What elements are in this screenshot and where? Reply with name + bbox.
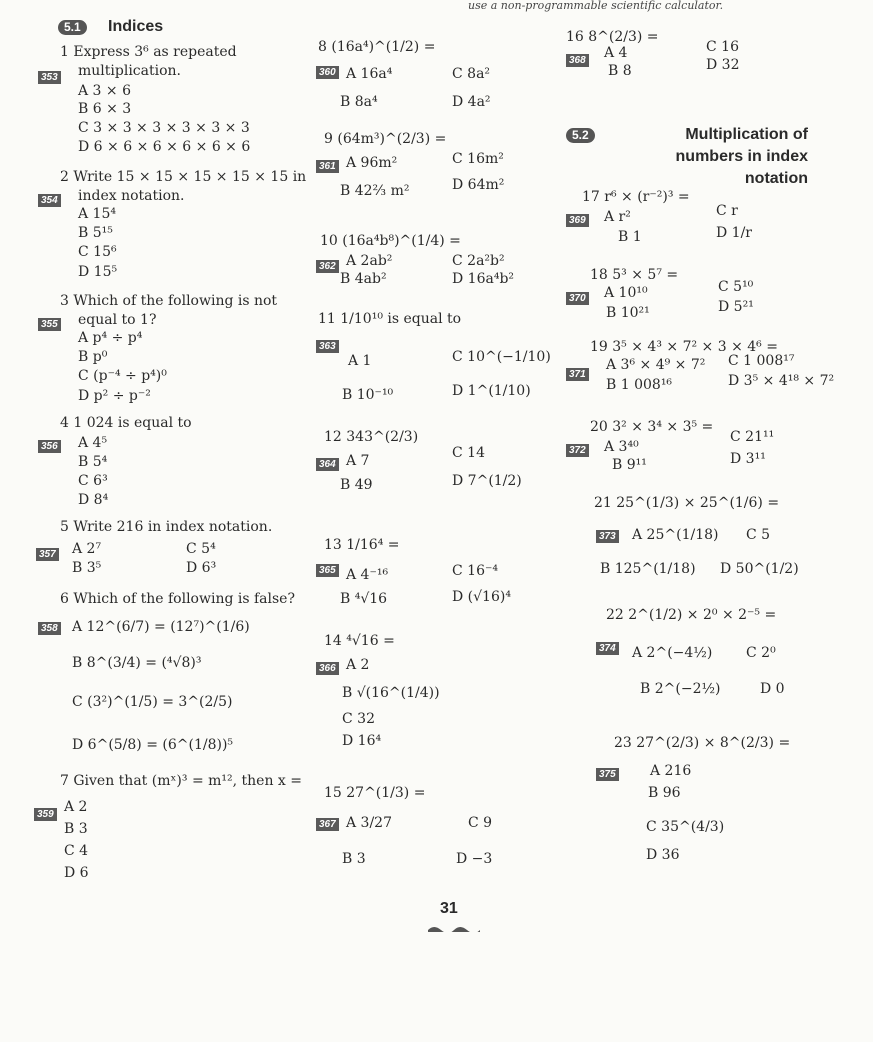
option: C 5⁴ (186, 541, 216, 557)
question-19: 19 3⁵ × 4³ × 7² × 3 × 4⁶ = (590, 339, 778, 355)
question-4: 4 1 024 is equal to (60, 415, 192, 431)
option: A 25^(1/18) (632, 527, 719, 543)
question-3: equal to 1? (78, 312, 157, 328)
option: C 2⁰ (746, 645, 776, 661)
option: D 5²¹ (718, 299, 754, 315)
option: C 16⁻⁴ (452, 563, 498, 579)
question-label: 370 (566, 292, 589, 305)
option: B 1 (618, 229, 642, 245)
option: A 3⁶ × 4⁹ × 7² (606, 357, 706, 373)
question-label: 353 (38, 71, 61, 84)
option: A 3 × 6 (78, 83, 132, 99)
option: B p⁰ (78, 349, 108, 365)
question-8: 8 (16a⁴)^(1/2) = (318, 39, 436, 55)
option: D 16a⁴b² (452, 271, 515, 287)
question-label: 362 (316, 260, 339, 273)
option: B 42⅔ m² (340, 183, 410, 199)
section-number: 5.1 (58, 20, 87, 35)
option: C 21¹¹ (730, 429, 775, 445)
option: C 5¹⁰ (718, 279, 754, 295)
option: C 6³ (78, 473, 108, 489)
option: B 6 × 3 (78, 101, 132, 117)
option: B √(16^(1/4)) (342, 685, 440, 701)
option: A 12^(6/7) = (12⁷)^(1/6) (72, 619, 250, 635)
option: D 7^(1/2) (452, 473, 522, 489)
option: C 16 (706, 39, 739, 55)
section-number: 5.2 (566, 128, 595, 143)
top-note: use a non-programmable scientific calculator. (468, 0, 724, 12)
question-label: 361 (316, 160, 339, 173)
question-6: 6 Which of the following is false? (60, 591, 295, 607)
option: C 8a² (452, 66, 491, 82)
option: B ⁴√16 (340, 591, 388, 607)
option: A 216 (650, 763, 692, 779)
option: D 50^(1/2) (720, 561, 799, 577)
question-10: 10 (16a⁴b⁸)^(1/4) = (320, 233, 461, 249)
option: D 6 (64, 865, 89, 881)
question-label: 371 (566, 368, 589, 381)
option: B 3⁵ (72, 560, 102, 576)
option: B 1 008¹⁶ (606, 377, 673, 393)
question-label: 374 (596, 642, 619, 655)
option: B 4ab² (340, 271, 387, 287)
question-21: 21 25^(1/3) × 25^(1/6) = (594, 495, 780, 511)
option: C 2a²b² (452, 253, 505, 269)
option: A 2 (64, 799, 88, 815)
option: B 8^(3/4) = (⁴√8)³ (72, 655, 202, 671)
option: A 2^(−4½) (632, 645, 713, 661)
option: A 15⁴ (78, 206, 116, 222)
question-1: 1 Express 3⁶ as repeated (60, 44, 237, 60)
question-13: 13 1/16⁴ = (324, 537, 400, 553)
option: B 10⁻¹⁰ (342, 387, 394, 403)
option: D 3⁵ × 4¹⁸ × 7² (728, 373, 835, 389)
option: B 96 (648, 785, 681, 801)
question-label: 368 (566, 54, 589, 67)
option: C (p⁻⁴ ÷ p⁴)⁰ (78, 368, 167, 384)
option: A 4⁵ (78, 435, 108, 451)
question-9: 9 (64m³)^(2/3) = (324, 131, 447, 147)
question-20: 20 3² × 3⁴ × 3⁵ = (590, 419, 714, 435)
question-label: 360 (316, 66, 339, 79)
question-23: 23 27^(2/3) × 8^(2/3) = (614, 735, 791, 751)
option: C 5 (746, 527, 771, 543)
option: C 9 (468, 815, 493, 831)
option: B 8a⁴ (340, 94, 378, 110)
question-label: 359 (34, 808, 57, 821)
question-2: 2 Write 15 × 15 × 15 × 15 × 15 in (60, 169, 307, 185)
option: B 2^(−2½) (640, 681, 721, 697)
question-label: 365 (316, 564, 339, 577)
option: A 2 (346, 657, 370, 673)
question-2: index notation. (78, 188, 185, 204)
option: D 1/r (716, 225, 752, 241)
option: D 16⁴ (342, 733, 382, 749)
option: A r² (604, 209, 631, 225)
question-18: 18 5³ × 5⁷ = (590, 267, 679, 283)
question-label: 375 (596, 768, 619, 781)
option: D 15⁵ (78, 264, 118, 280)
option: D 8⁴ (78, 492, 109, 508)
question-label: 355 (38, 318, 61, 331)
option: D 36 (646, 847, 680, 863)
option: B 10²¹ (606, 305, 650, 321)
question-label: 373 (596, 530, 619, 543)
question-label: 363 (316, 340, 339, 353)
option: D p² ÷ p⁻² (78, 388, 151, 404)
question-label: 364 (316, 458, 339, 471)
question-22: 22 2^(1/2) × 2⁰ × 2⁻⁵ = (606, 607, 777, 623)
option: B 5⁴ (78, 454, 108, 470)
option: D 6³ (186, 560, 217, 576)
option: D 6^(5/8) = (6^(1/8))⁵ (72, 737, 234, 753)
question-17: 17 r⁶ × (r⁻²)³ = (582, 189, 690, 205)
option: D 32 (706, 57, 740, 73)
option: D (√16)⁴ (452, 589, 511, 605)
question-label: 356 (38, 440, 61, 453)
question-1: multiplication. (78, 63, 181, 79)
option: C 10^(−1/10) (452, 349, 551, 365)
option: B 125^(1/18) (600, 561, 696, 577)
question-label: 358 (38, 622, 61, 635)
option: A 1 (348, 353, 372, 369)
question-label: 372 (566, 444, 589, 457)
question-label: 357 (36, 548, 59, 561)
option: D 64m² (452, 177, 505, 193)
option: B 3 (342, 851, 366, 867)
question-3: 3 Which of the following is not (60, 293, 278, 309)
option: A 10¹⁰ (604, 285, 648, 301)
question-11: 11 1/10¹⁰ is equal to (318, 311, 462, 327)
option: D 3¹¹ (730, 451, 766, 467)
question-5: 5 Write 216 in index notation. (60, 519, 273, 535)
option: C 15⁶ (78, 244, 117, 260)
option: C (3²)^(1/5) = 3^(2/5) (72, 694, 233, 710)
option: B 3 (64, 821, 88, 837)
option: A 2⁷ (72, 541, 102, 557)
option: C 4 (64, 843, 89, 859)
option: A 4 (604, 45, 628, 61)
option: A 3⁴⁰ (604, 439, 639, 455)
option: D −3 (456, 851, 493, 867)
option: C 35^(4/3) (646, 819, 725, 835)
question-7: 7 Given that (mˣ)³ = m¹², then x = (60, 773, 302, 789)
option: A 16a⁴ (346, 66, 393, 82)
question-label: 369 (566, 214, 589, 227)
option: A 3/27 (346, 815, 392, 831)
option: C r (716, 203, 738, 219)
section-title: Indices (108, 18, 164, 35)
option: C 16m² (452, 151, 504, 167)
option: A p⁴ ÷ p⁴ (78, 330, 143, 346)
question-label: 366 (316, 662, 339, 675)
question-16: 16 8^(2/3) = (566, 29, 659, 45)
section-title: Multiplication of numbers in index notation (675, 126, 808, 187)
option: C 14 (452, 445, 485, 461)
option: B 5¹⁵ (78, 225, 113, 241)
option: C 1 008¹⁷ (728, 353, 795, 369)
page-number: 31 (440, 900, 458, 917)
option: B 49 (340, 477, 373, 493)
question-14: 14 ⁴√16 = (324, 633, 395, 649)
question-15: 15 27^(1/3) = (324, 785, 426, 801)
page-number-ornament (428, 924, 480, 932)
option: A 4⁻¹⁶ (346, 567, 389, 583)
question-label: 367 (316, 818, 339, 831)
option: C 3 × 3 × 3 × 3 × 3 × 3 (78, 120, 250, 136)
option: D 4a² (452, 94, 491, 110)
question-12: 12 343^(2/3) (324, 429, 419, 445)
option: D 0 (760, 681, 785, 697)
question-label: 354 (38, 194, 61, 207)
option: D 6 × 6 × 6 × 6 × 6 × 6 (78, 139, 251, 155)
option: A 2ab² (346, 253, 393, 269)
option: D 1^(1/10) (452, 383, 531, 399)
option: B 8 (608, 63, 632, 79)
option: A 7 (346, 453, 370, 469)
option: B 9¹¹ (612, 457, 647, 473)
option: A 96m² (346, 155, 398, 171)
option: C 32 (342, 711, 375, 727)
